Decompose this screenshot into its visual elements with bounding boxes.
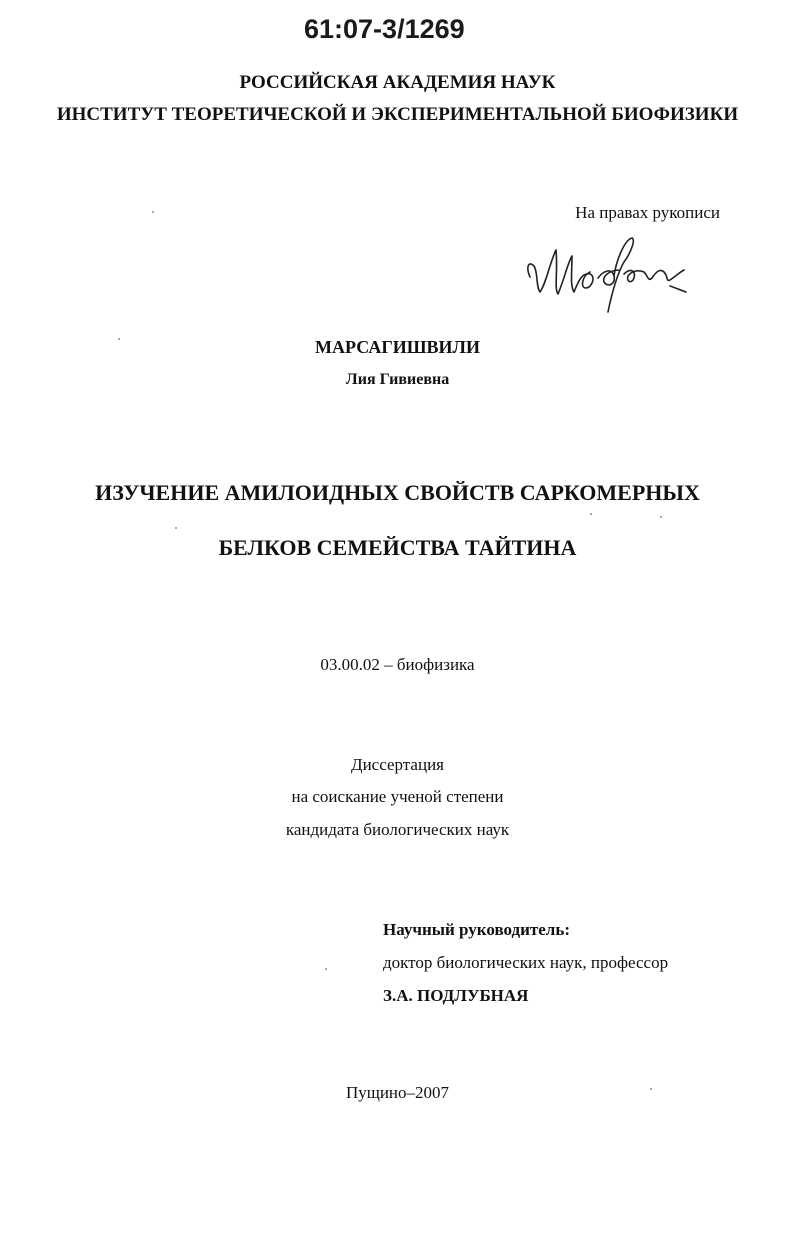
academy-name: РОССИЙСКАЯ АКАДЕМИЯ НАУК <box>239 72 556 93</box>
scan-speck <box>175 527 177 529</box>
institute-name: ИНСТИТУТ ТЕОРЕТИЧЕСКОЙ И ЭКСПЕРИМЕНТАЛЬНОЙ БИОФИЗИКИ <box>56 104 739 125</box>
scan-speck <box>325 968 327 970</box>
manuscript-note: На правах рукописи <box>575 203 720 222</box>
thesis-title-line1: ИЗУЧЕНИЕ АМИЛОИДНЫХ СВОЙСТВ САРКОМЕРНЫХ <box>95 480 700 505</box>
scan-speck <box>660 516 662 518</box>
scan-speck <box>590 513 592 515</box>
scan-speck <box>118 338 120 340</box>
author-signature <box>520 232 690 317</box>
city-year: Пущино–2007 <box>345 1083 450 1102</box>
archive-stamp: 61:07-3/1269 <box>304 14 465 44</box>
dissertation-line3: кандидата биологических наук <box>285 820 510 839</box>
supervisor-name: З.А. ПОДЛУБНАЯ <box>383 986 529 1005</box>
specialty-code: 03.00.02 – биофизика <box>320 655 475 674</box>
scan-speck <box>152 211 154 213</box>
author-given-names: Лия Гивиевна <box>345 371 450 388</box>
author-surname: МАРСАГИШВИЛИ <box>315 337 480 357</box>
scan-speck <box>650 1088 652 1090</box>
thesis-title-line2: БЕЛКОВ СЕМЕЙСТВА ТАЙТИНА <box>218 535 577 560</box>
supervisor-label: Научный руководитель: <box>383 920 570 939</box>
supervisor-degree: доктор биологических наук, профессор <box>383 953 669 972</box>
dissertation-line2: на соискание ученой степени <box>291 787 504 806</box>
dissertation-line1: Диссертация <box>350 755 444 774</box>
